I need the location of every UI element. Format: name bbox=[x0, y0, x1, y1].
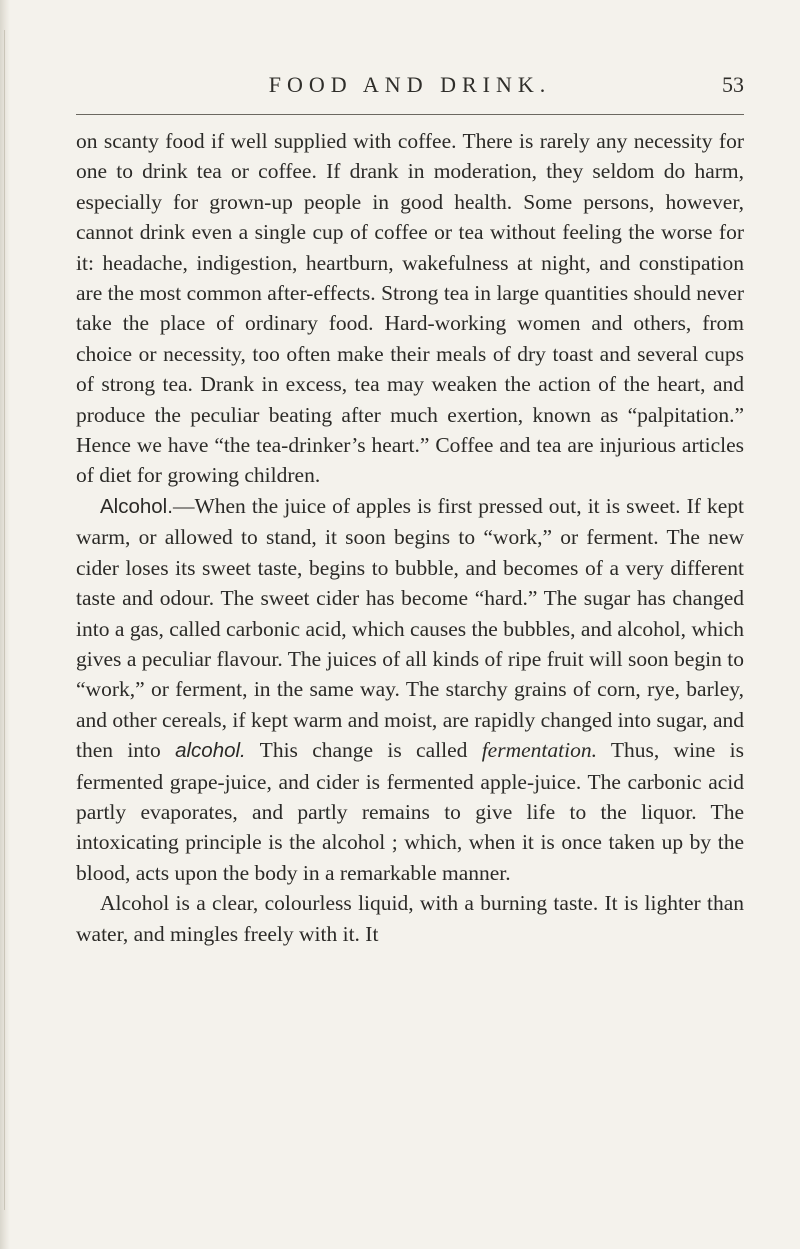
running-head bbox=[76, 72, 744, 112]
paragraph-alcohol-properties: Alcohol is a clear, colourless liquid, with a burning taste. It is lighter than water, and mingles freely with it. It bbox=[76, 891, 744, 946]
term-fermentation: fermentation. bbox=[481, 738, 597, 763]
page-number: 53 bbox=[722, 72, 744, 97]
paragraph-alcohol bbox=[76, 491, 744, 888]
section-heading-alcohol: Alcohol. bbox=[100, 494, 173, 518]
header-rule bbox=[76, 114, 744, 115]
paragraph-alcohol-text-b: This change is called bbox=[245, 738, 482, 763]
paragraph-alcohol-text-a: —When the juice of apples is first pressed out, it is sweet. If kept warm, or allowed to stand, it soon begins to “work,” or ferment. The new cider loses its sweet taste, begins to bubble, and becomes of a very different taste and odour. The sweet cider has become “hard.” The sugar has changed into a gas, called carbonic acid, which causes the bubbles, and alcohol, which gives a peculiar flavour. The juices of all kinds of ripe fruit will soon begin to “work,” or ferment, in the same way. The starchy grains of corn, rye, barley, and other cereals, if kept warm and moist, are rapidly changed into sugar, and then into bbox=[76, 493, 744, 763]
running-title: FOOD AND DRINK. bbox=[268, 72, 552, 97]
paragraph-coffee-tea: on scanty food if well supplied with coffee. There is rarely any necessity for one to drink tea or coffee. If drank in moderation, they seldom do harm, especially for grown-up people in good health. Some persons, however, cannot drink even a single cup of coffee or tea without feeling the worse for it: headache, indigestion, heartburn, wakefulness at night, and constipation are the most common after-effects. Strong tea in large quantities should never take the place of ordinary food. Hard-working women and others, from choice or necessity, too often make their meals of dry toast and several cups of strong tea. Drank in excess, tea may weaken the action of the heart, and produce the peculiar beating after much exertion, known as “palpitation.” Hence we have “the tea-drinker’s heart.” Coffee and tea are injurious articles of diet for growing children. bbox=[76, 129, 744, 488]
paragraph-alcohol-text-c: Thus, wine is fermented grape-juice, and cider is fermented apple-juice. The carbonic acid partly evaporates, and partly remains to give life to the liquor. The intoxicating principle is the alcohol ; which, when it is once taken up by the blood, acts upon the body in a remarkable manner. bbox=[76, 738, 745, 885]
term-alcohol: alcohol. bbox=[175, 739, 246, 763]
body-text bbox=[76, 126, 744, 949]
page-binding-edge bbox=[0, 0, 10, 1249]
binding-crease bbox=[4, 30, 5, 1210]
